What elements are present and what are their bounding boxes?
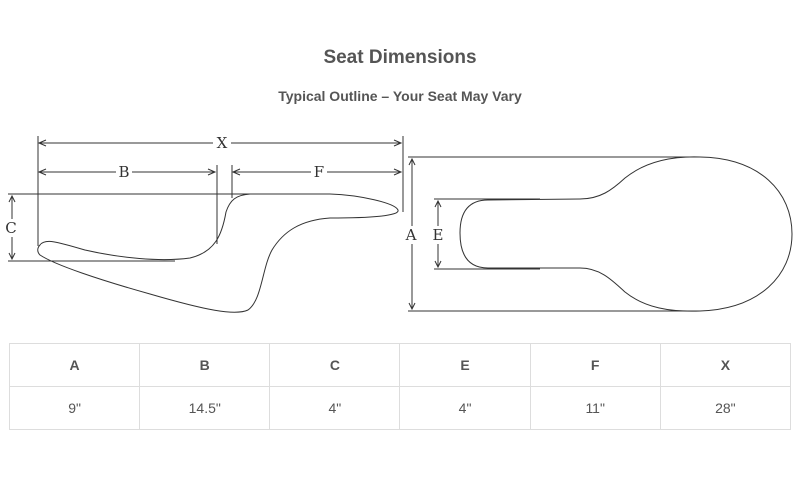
value-cell-e: 4" xyxy=(400,387,530,430)
table-header-row xyxy=(10,344,791,387)
value-cell-b: 14.5" xyxy=(140,387,270,430)
header-cell-e: E xyxy=(400,344,530,387)
header-cell-c: C xyxy=(270,344,400,387)
side-view-outline xyxy=(38,194,398,312)
value-cell-x: 28" xyxy=(660,387,790,430)
table-value-row xyxy=(10,387,791,430)
header-cell-a: A xyxy=(10,344,140,387)
top-view-outline xyxy=(460,157,792,311)
c-label: C xyxy=(5,219,17,237)
header-cell-x: X xyxy=(660,344,790,387)
x-label: X xyxy=(216,134,228,152)
page-subtitle: Typical Outline – Your Seat May Vary xyxy=(278,88,522,104)
e-label: E xyxy=(432,226,444,244)
header-cell-b: B xyxy=(140,344,270,387)
b-label: B xyxy=(118,163,130,181)
page-title: Seat Dimensions xyxy=(323,47,477,68)
f-label: F xyxy=(313,163,325,181)
dimensions-table xyxy=(9,343,791,430)
header-cell-f: F xyxy=(530,344,660,387)
a-label: A xyxy=(405,226,417,244)
value-cell-a: 9" xyxy=(10,387,140,430)
value-cell-c: 4" xyxy=(270,387,400,430)
value-cell-f: 11" xyxy=(530,387,660,430)
